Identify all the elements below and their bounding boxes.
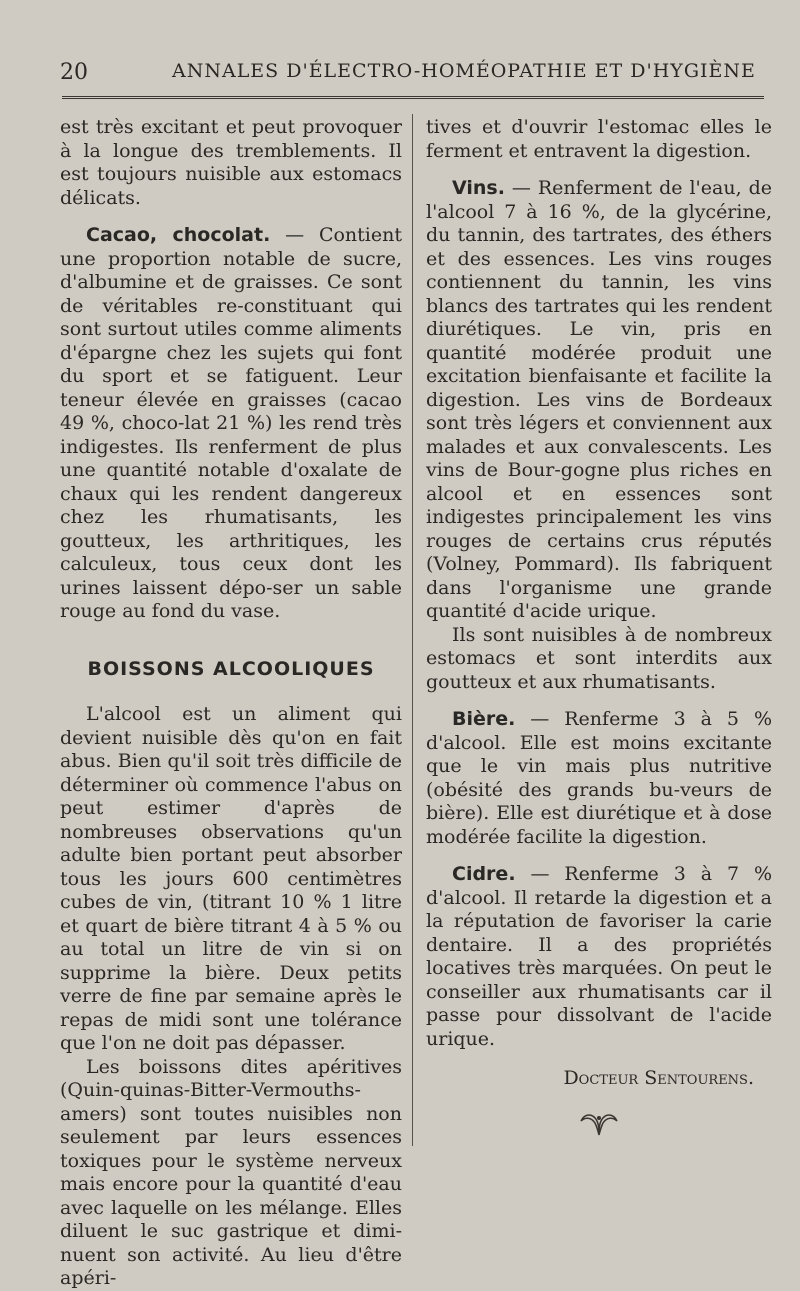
fleuron-ornament-icon xyxy=(577,1109,621,1139)
right-column xyxy=(426,116,772,1139)
cidre-text: — Renferme 3 à 7 % d'alcool. Il retarde la digestion et a la réputation de favoriser la carie dentaire. Il a des propriétés locatives très marquées. On peut le conseiller aux rhumatisants car il passe pour dissolvant de l'acide urique. xyxy=(426,863,772,1050)
biere-term: Bière. xyxy=(452,708,516,730)
header-rule xyxy=(62,96,764,99)
column-divider xyxy=(412,114,413,1146)
left-column xyxy=(60,116,402,1291)
page-number: 20 xyxy=(60,60,88,85)
cacao-text: — Contient une proportion notable de sucre, d'albumine et de graisses. Ce sont de véritables re-constituant qui sont surtout utiles comme aliments d'épargne chez les sujets qui font du sport et se fatiguent. Leur teneur élevée en graisses (cacao 49 %, choco-lat 21 %) les rend très indigestes. Ils renferment de plus une quantité notable d'oxalate de chaux qui les rendent dangereux chez les rhumatisants, les goutteux, les arthritiques, les calculeux, tous ceux dont les urines laissent dépo-ser un sable rouge au fond du vase. xyxy=(60,224,402,622)
biere-text: — Renferme 3 à 5 % d'alcool. Elle est moins excitante que le vin mais plus nutritive (obésité des grands bu-veurs de bière). Elle est diurétique et à dose modérée facilite la digestion. xyxy=(426,708,772,848)
alcool-paragraph: L'alcool est un aliment qui devient nuisible dès qu'on en fait abus. Bien qu'il soit très difficile de déterminer où commence l'abus on peut estimer d'après de nombreuses observations qu'un adulte bien portant peut absorber tous les jours 600 centimètres cubes de vin, (titrant 10 % 1 litre et quart de bière titrant 4 à 5 % ou au total un litre de vin si on supprime la bière. Deux petits verre de fine par semaine après le repas de midi sont une tolérance que l'on ne doit pas dépasser. xyxy=(60,703,402,1054)
aperitives-paragraph: Les boissons dites apéritives (Quin-quinas-Bitter-Vermouths-amers) sont toutes nuisibles non seulement par leurs essences toxiques pour le système nerveux mais encore pour la quantité d'eau avec laquelle on les mélange. Elles diluent le suc gastrique et dimi-nuent son activité. Au lieu d'être apéri- xyxy=(60,1055,402,1289)
signature-text: Docteur Sentourens. xyxy=(563,1067,754,1089)
signature xyxy=(426,1067,772,1091)
cacao-paragraph xyxy=(60,224,402,624)
intro-paragraph: est très excitant et peut provoquer à la longue des tremblements. Il est toujours nuisible aux estomacs délicats. xyxy=(60,116,402,209)
cidre-paragraph xyxy=(426,863,772,1051)
cacao-term: Cacao, chocolat. xyxy=(86,224,271,246)
running-head: ANNALES D'ÉLECTRO-HOMÉOPATHIE ET D'HYGIÈNE xyxy=(172,60,756,82)
cidre-term: Cidre. xyxy=(452,863,516,885)
vins-text: — Renferment de l'eau, de l'alcool 7 à 16 %, de la glycérine, du tannin, des tartrates, des éthers et des essences. Les vins rouges contiennent du tannin, les vins blancs des tartrates qui les rendent diurétiques. Le vin, pris en quantité modérée produit une excitation bienfaisante et facilite la digestion. Les vins de Bordeaux sont très légers et conviennent aux malades et aux convalescents. Les vins de Bour-gogne plus riches en alcool et en essences sont indigestes principalement les vins rouges de certains crus réputés (Volney, Pommard). Ils fabriquent dans l'organisme une grande quantité d'acide urique. xyxy=(426,177,772,622)
section-title: BOISSONS ALCOOLIQUES xyxy=(87,657,375,680)
vins-paragraph-2: Ils sont nuisibles à de nombreux estomacs et sont interdits aux goutteux et aux rhumatisants. xyxy=(426,623,772,693)
vins-term: Vins. xyxy=(452,177,505,199)
continuation-paragraph: tives et d'ouvrir l'estomac elles le ferment et entravent la digestion. xyxy=(426,116,772,162)
vins-paragraph xyxy=(426,177,772,624)
biere-paragraph xyxy=(426,708,772,849)
